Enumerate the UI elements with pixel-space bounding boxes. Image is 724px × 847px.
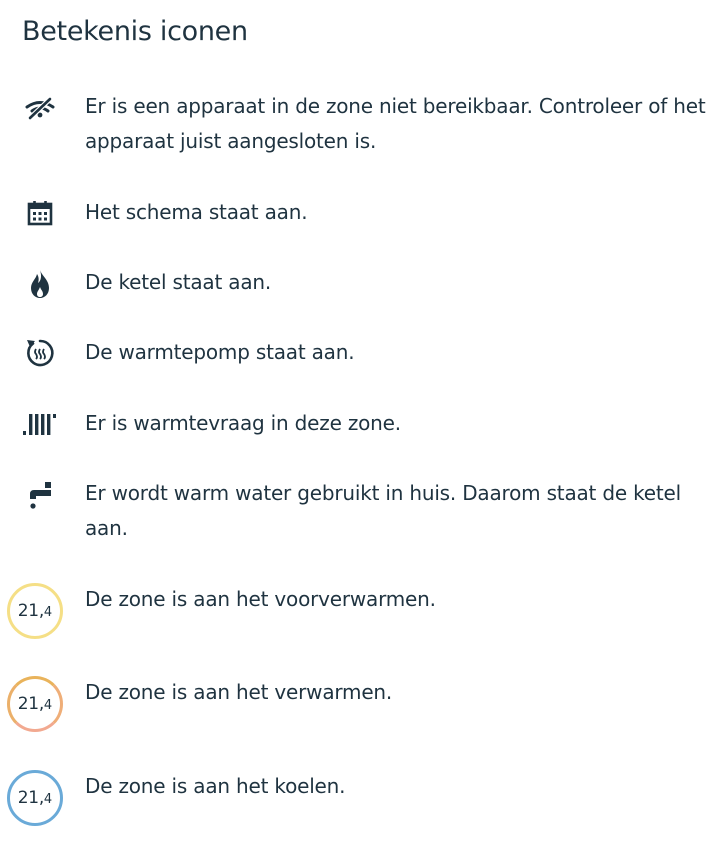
legend-text: Er wordt warm water gebruikt in huis. Daarom staat de ketel aan. xyxy=(85,481,681,540)
legend-text: De warmtepomp staat aan. xyxy=(85,340,355,364)
zone-temperature-ring-preheat xyxy=(7,583,63,639)
tap-icon xyxy=(22,478,58,512)
zone-temperature-decimal: 4 xyxy=(43,698,53,713)
flame-icon xyxy=(22,267,58,301)
zone-temperature-ring-heat xyxy=(7,676,63,732)
legend-text: Het schema staat aan. xyxy=(85,200,308,224)
calendar-icon xyxy=(22,196,58,230)
heat-pump-icon xyxy=(22,336,58,370)
zone-temperature-ring-cool xyxy=(7,770,63,826)
legend-text: De ketel staat aan. xyxy=(85,270,272,294)
page-title: Betekenis iconen xyxy=(22,16,248,47)
zone-temperature-decimal: 4 xyxy=(43,792,53,807)
legend-text: Er is warmtevraag in deze zone. xyxy=(85,411,401,435)
zone-temperature-integer: 21, xyxy=(17,788,44,808)
legend-text: De zone is aan het verwarmen. xyxy=(85,680,393,704)
zone-temperature-decimal: 4 xyxy=(43,605,53,620)
legend-text: De zone is aan het voorverwarmen. xyxy=(85,587,436,611)
zone-temperature-integer: 21, xyxy=(17,601,44,621)
unreachable-icon xyxy=(22,91,58,125)
radiator-icon xyxy=(22,407,58,441)
legend-text: De zone is aan het koelen. xyxy=(85,774,346,798)
zone-temperature-integer: 21, xyxy=(17,694,44,714)
legend-text: Er is een apparaat in de zone niet bereikbaar. Controleer of het apparaat juist aangesloten is. xyxy=(85,94,706,153)
